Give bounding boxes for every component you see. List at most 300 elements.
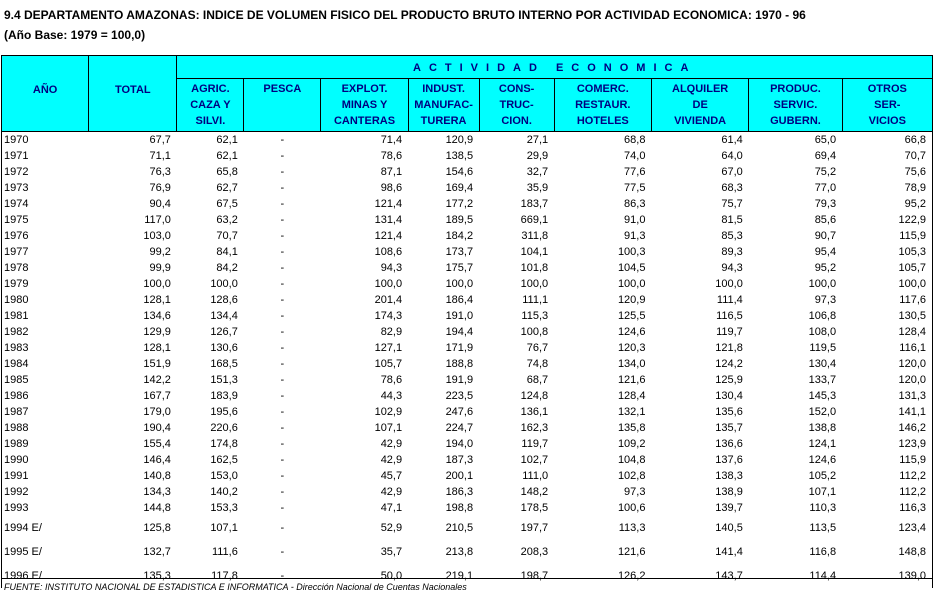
table-cell: 98,6 — [380, 182, 403, 194]
table-cell: - — [280, 546, 285, 558]
row-year: 1994 E/ — [2, 516, 89, 540]
table-cell: 140,2 — [210, 486, 238, 498]
table-cell: - — [280, 214, 285, 226]
table-cell: - — [280, 230, 285, 242]
table-cell: 121,4 — [374, 198, 403, 210]
table-cell: 140,8 — [143, 470, 171, 482]
table-cell: 85,6 — [814, 214, 837, 226]
table-row — [2, 468, 933, 484]
table-cell: 130,4 — [808, 358, 837, 370]
table-cell: 116,8 — [809, 546, 837, 558]
table-cell: 178,5 — [520, 502, 549, 514]
table-cell: 174,3 — [374, 310, 403, 322]
row-year: 1990 — [2, 452, 89, 468]
header-col-line: SERVIC. — [773, 99, 818, 111]
row-year: 1978 — [2, 260, 89, 276]
table-cell: - — [280, 486, 285, 498]
row-year: 1983 — [2, 340, 89, 356]
row-year: 1986 — [2, 388, 89, 404]
table-bottom-border — [1, 578, 933, 579]
table-cell: 90,4 — [149, 198, 171, 210]
row-year: 1980 — [2, 292, 89, 308]
table-cell: 130,4 — [715, 390, 743, 402]
table-cell: 186,4 — [445, 294, 474, 306]
table-row — [2, 372, 933, 388]
table-row — [2, 436, 933, 452]
table-cell: 82,9 — [380, 326, 403, 338]
table-cell: 119,5 — [809, 342, 837, 354]
header-col-1 — [244, 79, 321, 132]
table-cell: 78,6 — [380, 150, 403, 162]
header-col-line: PRODUC. — [770, 83, 821, 95]
table-cell: 70,7 — [216, 230, 238, 242]
table-cell: 103,0 — [143, 230, 171, 242]
table-cell: 90,7 — [814, 230, 837, 242]
table-cell: 220,6 — [210, 422, 238, 434]
table-cell: 198,8 — [445, 502, 474, 514]
header-col-line: DE — [692, 99, 708, 111]
table-cell: 173,7 — [445, 246, 474, 258]
table-cell: - — [280, 502, 285, 514]
table-cell: 224,7 — [445, 422, 474, 434]
table-cell: 219,1 — [445, 570, 474, 582]
table-cell: 27,1 — [526, 134, 549, 146]
row-year: 1995 E/ — [2, 540, 89, 564]
table-cell: 89,3 — [721, 246, 743, 258]
page-title: 9.4 DEPARTAMENTO AMAZONAS: INDICE DE VOLUMEN FISICO DEL PRODUCTO BRUTO INTERNO POR ACTIVIDAD ECONOMICA: 1970 - 96 — [4, 8, 806, 22]
table-cell: 124,6 — [617, 326, 646, 338]
table-cell: 79,3 — [814, 198, 837, 210]
table-cell: 67,0 — [721, 166, 743, 178]
table-cell: 191,9 — [445, 374, 474, 386]
table-cell: - — [280, 278, 285, 290]
table-cell: 68,3 — [721, 182, 743, 194]
table-cell: 116,3 — [842, 500, 932, 516]
table-cell: 183,7 — [520, 198, 549, 210]
row-year: 1989 — [2, 436, 89, 452]
table-cell: 146,4 — [143, 454, 171, 466]
table-row — [2, 196, 933, 212]
table-cell: 106,8 — [808, 310, 837, 322]
table-cell: 77,6 — [624, 166, 646, 178]
header-col-line: AGRIC. — [191, 83, 230, 95]
table-cell: 153,3 — [210, 502, 238, 514]
row-year: 1973 — [2, 180, 89, 196]
table-cell: 187,3 — [445, 454, 474, 466]
table-cell: - — [280, 422, 285, 434]
table-cell: 669,1 — [520, 214, 549, 226]
table-cell: - — [280, 134, 285, 146]
table-row — [2, 484, 933, 500]
row-year: 1981 — [2, 308, 89, 324]
table-cell: 110,3 — [809, 502, 837, 514]
table-cell: 45,7 — [380, 470, 403, 482]
table-row — [2, 308, 933, 324]
header-col-8 — [842, 79, 932, 132]
table-cell: 162,5 — [210, 454, 238, 466]
table-cell: - — [280, 570, 285, 582]
table-cell: 134,0 — [617, 358, 646, 370]
table-cell: 190,4 — [143, 422, 171, 434]
table-cell: 124,1 — [808, 438, 837, 450]
table-cell: 137,6 — [715, 454, 743, 466]
table-cell: 111,0 — [522, 470, 549, 482]
table-cell: 77,5 — [624, 182, 646, 194]
header-col-4 — [479, 79, 554, 132]
table-cell: - — [280, 454, 285, 466]
header-col-line: EXPLOT. — [341, 83, 388, 95]
table-cell: 74,0 — [624, 150, 646, 162]
table-cell: 95,2 — [842, 196, 932, 212]
header-col-line: CANTERAS — [333, 115, 396, 127]
table-cell: 146,2 — [842, 420, 932, 436]
table-cell: 100,8 — [520, 326, 549, 338]
table-cell: 76,7 — [526, 342, 549, 354]
header-col-line: SILVI. — [195, 115, 226, 127]
table-cell: 117,8 — [211, 570, 238, 582]
table-cell: 124,8 — [520, 390, 549, 402]
table-cell: - — [280, 294, 285, 306]
table-cell: 63,2 — [216, 214, 238, 226]
table-cell: 201,4 — [374, 294, 403, 306]
table-cell: 62,1 — [216, 150, 238, 162]
table-cell: 112,2 — [842, 484, 932, 500]
table-cell: 62,7 — [216, 182, 238, 194]
table-row — [2, 452, 933, 468]
header-col-line: CION. — [501, 115, 532, 127]
table-cell: 139,7 — [715, 502, 743, 514]
table-cell: 129,9 — [143, 326, 171, 338]
table-cell: 102,8 — [617, 470, 646, 482]
table-cell: 148,8 — [842, 540, 932, 564]
table-cell: 154,6 — [445, 166, 474, 178]
table-cell: - — [280, 342, 285, 354]
header-col-0 — [177, 79, 244, 132]
table-cell: 71,1 — [149, 150, 171, 162]
table-cell: 65,8 — [216, 166, 238, 178]
header-col-line: RESTAUR. — [575, 99, 631, 111]
table-cell: 138,3 — [715, 470, 743, 482]
table-cell: 100,3 — [617, 246, 646, 258]
table-cell: 162,3 — [520, 422, 549, 434]
table-cell: 111,6 — [211, 546, 238, 558]
table-cell: 177,2 — [445, 198, 474, 210]
table-cell: 100,0 — [210, 278, 238, 290]
table-cell: 102,9 — [374, 406, 403, 418]
table-cell: 84,2 — [216, 262, 238, 274]
table-cell: 107,1 — [374, 422, 403, 434]
table-cell: 62,1 — [216, 134, 238, 146]
table-cell: 143,7 — [715, 570, 743, 582]
table-cell: 126,7 — [210, 326, 238, 338]
header-col-3 — [408, 79, 479, 132]
table-cell: 141,1 — [842, 404, 932, 420]
table-cell: 105,7 — [842, 260, 932, 276]
table-cell: 42,9 — [380, 486, 403, 498]
table-cell: 189,5 — [445, 214, 474, 226]
table-cell: 195,6 — [210, 406, 238, 418]
table-row — [2, 516, 933, 540]
table-cell: 130,5 — [842, 308, 932, 324]
table-cell: 94,3 — [721, 262, 743, 274]
table-cell: 128,4 — [842, 324, 932, 340]
table-cell: 104,1 — [520, 246, 549, 258]
table-cell: 91,3 — [624, 230, 646, 242]
table-row — [2, 404, 933, 420]
table-cell: 186,3 — [445, 486, 474, 498]
table-cell: 95,4 — [814, 246, 837, 258]
table-cell: 99,9 — [149, 262, 171, 274]
table-cell: 121,6 — [617, 546, 646, 558]
header-col-line: PESCA — [263, 83, 302, 95]
table-cell: 85,3 — [721, 230, 743, 242]
table-row — [2, 292, 933, 308]
table-cell: 77,0 — [814, 182, 837, 194]
table-cell: 105,3 — [842, 244, 932, 260]
table-cell: 111,4 — [716, 294, 743, 306]
row-year: 1971 — [2, 148, 89, 164]
row-year: 1982 — [2, 324, 89, 340]
row-year: 1991 — [2, 468, 89, 484]
table-cell: 94,3 — [380, 262, 403, 274]
table-cell: 135,3 — [143, 570, 171, 582]
table-cell: 122,9 — [842, 212, 932, 228]
table-row — [2, 132, 933, 149]
table-cell: 213,8 — [445, 546, 474, 558]
table-cell: 124,6 — [808, 454, 837, 466]
table-cell: 117,0 — [144, 214, 171, 226]
table-cell: 136,6 — [715, 438, 743, 450]
table-cell: 139,0 — [842, 564, 932, 588]
table-cell: 107,1 — [808, 486, 837, 498]
table-cell: 132,7 — [143, 546, 171, 558]
table-cell: - — [280, 390, 285, 402]
table-cell: 138,8 — [808, 422, 837, 434]
table-cell: 138,9 — [715, 486, 743, 498]
header-col-line: TRUC- — [499, 99, 534, 111]
table-cell: 104,5 — [617, 262, 646, 274]
table-cell: 35,9 — [526, 182, 549, 194]
table-cell: 151,3 — [210, 374, 238, 386]
table-cell: 128,1 — [143, 342, 171, 354]
table-cell: 134,4 — [210, 310, 238, 322]
table-cell: - — [280, 310, 285, 322]
table-cell: 100,6 — [617, 502, 646, 514]
table-cell: 134,3 — [143, 486, 171, 498]
table-cell: 247,6 — [445, 406, 474, 418]
table-cell: 123,9 — [842, 436, 932, 452]
table-cell: 115,9 — [842, 228, 932, 244]
table-cell: 136,1 — [520, 406, 549, 418]
table-cell: 97,3 — [624, 486, 646, 498]
table-cell: 68,7 — [526, 374, 549, 386]
table-cell: 105,2 — [808, 470, 837, 482]
header-col-line: ALQUILER — [672, 83, 729, 95]
table-cell: 133,7 — [808, 374, 837, 386]
row-year: 1972 — [2, 164, 89, 180]
table-cell: 101,8 — [520, 262, 549, 274]
table-cell: 125,8 — [143, 522, 171, 534]
table-cell: 75,7 — [721, 198, 743, 210]
table-row — [2, 276, 933, 292]
table-cell: 171,9 — [445, 342, 474, 354]
row-year: 1979 — [2, 276, 89, 292]
table-cell: 29,9 — [526, 150, 549, 162]
header-actividad: ACTIVIDAD ECONOMICA — [177, 56, 933, 79]
table-row — [2, 148, 933, 164]
table-cell: 69,4 — [814, 150, 837, 162]
table-cell: - — [280, 470, 285, 482]
table-cell: 123,4 — [842, 516, 932, 540]
table-cell: 120,3 — [617, 342, 646, 354]
table-cell: 188,8 — [445, 358, 474, 370]
table-cell: 100,0 — [520, 278, 549, 290]
table-cell: 311,8 — [521, 230, 549, 242]
table-body — [2, 132, 933, 589]
table-cell: 71,4 — [380, 134, 403, 146]
table-cell: 135,6 — [715, 406, 743, 418]
table-cell: 100,0 — [808, 278, 837, 290]
table-cell: 153,0 — [210, 470, 238, 482]
table-row — [2, 164, 933, 180]
row-year: 1988 — [2, 420, 89, 436]
table-cell: 210,5 — [445, 522, 474, 534]
table-cell: - — [280, 166, 285, 178]
table-cell: 197,7 — [520, 522, 549, 534]
table-cell: - — [280, 374, 285, 386]
table-cell: 113,3 — [618, 522, 646, 534]
table-cell: 107,1 — [210, 522, 238, 534]
table-row — [2, 388, 933, 404]
table-cell: 128,6 — [210, 294, 238, 306]
table-cell: 179,0 — [143, 406, 171, 418]
row-year: 1996 E/ — [2, 564, 89, 588]
table-cell: 135,7 — [715, 422, 743, 434]
table-row — [2, 340, 933, 356]
table-cell: 109,2 — [617, 438, 646, 450]
table-cell: 87,1 — [380, 166, 403, 178]
table-cell: 105,7 — [374, 358, 403, 370]
table-cell: 140,5 — [715, 522, 743, 534]
header-col-line: VIVIENDA — [674, 115, 727, 127]
row-year: 1975 — [2, 212, 89, 228]
row-year: 1977 — [2, 244, 89, 260]
table-cell: - — [280, 150, 285, 162]
table-cell: 120,9 — [445, 134, 474, 146]
table-cell: 75,6 — [842, 164, 932, 180]
table-cell: 47,1 — [380, 502, 403, 514]
table-cell: 42,9 — [380, 438, 403, 450]
data-table — [1, 55, 933, 588]
table-cell: 167,7 — [143, 390, 171, 402]
table-row — [2, 260, 933, 276]
table-cell: 100,0 — [715, 278, 743, 290]
table-cell: 78,6 — [380, 374, 403, 386]
table-cell: 121,4 — [374, 230, 403, 242]
header-col-line: HOTELES — [576, 115, 629, 127]
table-cell: 155,4 — [143, 438, 171, 450]
table-cell: 126,2 — [617, 570, 646, 582]
table-cell: 67,5 — [216, 198, 238, 210]
row-year: 1985 — [2, 372, 89, 388]
table-cell: 141,4 — [715, 546, 743, 558]
table-cell: 183,9 — [210, 390, 238, 402]
header-col-line: CONS- — [498, 83, 535, 95]
table-cell: 100,0 — [842, 276, 932, 292]
table-row — [2, 356, 933, 372]
table-row — [2, 244, 933, 260]
table-cell: 76,9 — [149, 182, 171, 194]
table-cell: - — [280, 438, 285, 450]
table-cell: - — [280, 406, 285, 418]
row-year: 1987 — [2, 404, 89, 420]
table-cell: 127,1 — [374, 342, 403, 354]
table-cell: 169,4 — [445, 182, 474, 194]
table-cell: 198,7 — [520, 570, 549, 582]
table-cell: - — [280, 198, 285, 210]
table-cell: 64,0 — [721, 150, 743, 162]
header-col-line: GUBERN. — [770, 115, 821, 127]
header-col-6 — [651, 79, 748, 132]
table-cell: 35,7 — [380, 546, 403, 558]
header-col-line: MINAS Y — [341, 99, 388, 111]
table-cell: 112,2 — [842, 468, 932, 484]
header-col-line: VICIOS — [868, 115, 906, 127]
table-cell: 117,6 — [842, 292, 932, 308]
table-cell: 42,9 — [380, 454, 403, 466]
table-cell: 125,9 — [715, 374, 743, 386]
table-cell: 128,1 — [143, 294, 171, 306]
table-row — [2, 540, 933, 564]
header-col-line: SER- — [874, 99, 901, 111]
table-cell: 142,2 — [143, 374, 171, 386]
header-col-line: TURERA — [420, 115, 467, 127]
table-cell: 124,2 — [715, 358, 743, 370]
table-cell: 108,0 — [808, 326, 837, 338]
row-year: 1992 — [2, 484, 89, 500]
table-cell: 175,7 — [445, 262, 474, 274]
table-cell: 67,7 — [149, 134, 171, 146]
table-cell: 66,8 — [842, 132, 932, 149]
table-cell: 119,7 — [521, 438, 549, 450]
table-cell: 102,7 — [520, 454, 549, 466]
table-cell: - — [280, 262, 285, 274]
table-cell: 76,3 — [149, 166, 171, 178]
table-cell: 191,0 — [445, 310, 474, 322]
table-cell: 184,2 — [445, 230, 474, 242]
row-year: 1970 — [2, 132, 89, 149]
table-cell: 119,7 — [716, 326, 743, 338]
table-cell: 134,6 — [143, 310, 171, 322]
header-col-line: COMERC. — [576, 83, 629, 95]
table-cell: 223,5 — [445, 390, 474, 402]
row-year: 1974 — [2, 196, 89, 212]
table-cell: 91,0 — [624, 214, 646, 226]
header-col-line: CAZA Y — [190, 99, 231, 111]
row-year: 1984 — [2, 356, 89, 372]
table-cell: - — [280, 326, 285, 338]
table-cell: 100,0 — [143, 278, 171, 290]
table-cell: 121,6 — [617, 374, 646, 386]
table-cell: 116,5 — [716, 310, 743, 322]
header-col-line: MANUFAC- — [414, 99, 473, 111]
table-cell: 50,0 — [380, 570, 403, 582]
table-cell: - — [280, 358, 285, 370]
table-cell: 148,2 — [520, 486, 549, 498]
table-cell: - — [280, 246, 285, 258]
table-cell: 111,1 — [522, 294, 549, 306]
table-cell: 144,8 — [143, 502, 171, 514]
